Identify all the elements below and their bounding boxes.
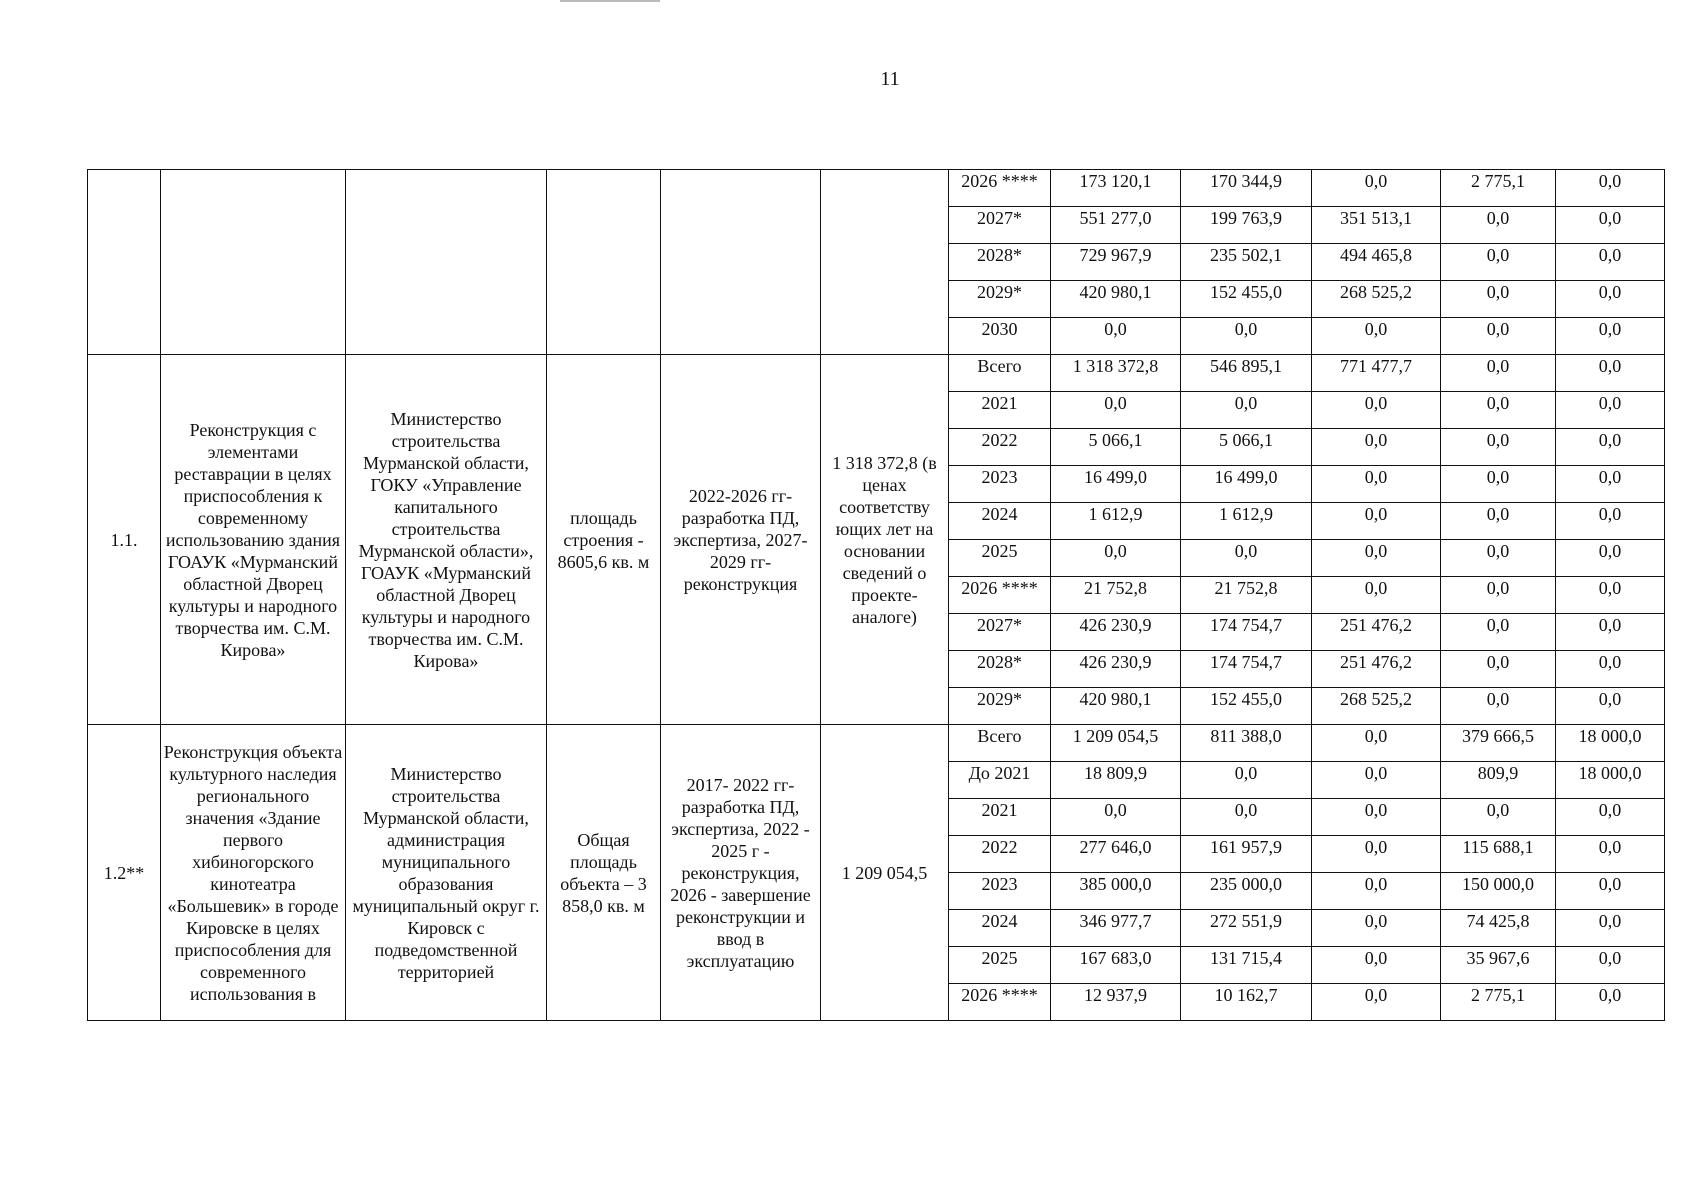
amount-cell: 0,0 <box>1441 429 1556 466</box>
amount-cell: 174 754,7 <box>1181 614 1312 651</box>
amount-cell: 811 388,0 <box>1181 725 1312 762</box>
amount-cell: 0,0 <box>1441 466 1556 503</box>
amount-cell: 268 525,2 <box>1312 281 1441 318</box>
year-cell: 2023 <box>949 466 1051 503</box>
amount-cell: 351 513,1 <box>1312 207 1441 244</box>
amount-cell: 0,0 <box>1051 318 1181 355</box>
amount-cell: 385 000,0 <box>1051 873 1181 910</box>
year-cell: До 2021 <box>949 762 1051 799</box>
amount-cell: 0,0 <box>1312 577 1441 614</box>
amount-cell: 161 957,9 <box>1181 836 1312 873</box>
amount-cell: 1 612,9 <box>1181 503 1312 540</box>
amount-cell: 167 683,0 <box>1051 947 1181 984</box>
amount-cell: 0,0 <box>1556 688 1665 725</box>
amount-cell: 152 455,0 <box>1181 688 1312 725</box>
amount-cell: 0,0 <box>1181 318 1312 355</box>
amount-cell: 809,9 <box>1441 762 1556 799</box>
amount-cell: 0,0 <box>1051 392 1181 429</box>
year-cell: Всего <box>949 725 1051 762</box>
year-cell: 2028* <box>949 244 1051 281</box>
year-cell: 2027* <box>949 614 1051 651</box>
amount-cell: 174 754,7 <box>1181 651 1312 688</box>
year-cell: 2028* <box>949 651 1051 688</box>
amount-cell: 10 162,7 <box>1181 984 1312 1021</box>
amount-cell: 5 066,1 <box>1181 429 1312 466</box>
amount-cell: 272 551,9 <box>1181 910 1312 947</box>
amount-cell: 16 499,0 <box>1051 466 1181 503</box>
amount-cell: 0,0 <box>1441 688 1556 725</box>
responsible-executor: Министерство строительства Мурманской области, администрация муниципального образования муниципальный округ г. Кировск с подведомственной территорией <box>346 725 547 1021</box>
amount-cell: 277 646,0 <box>1051 836 1181 873</box>
amount-cell: 0,0 <box>1556 540 1665 577</box>
amount-cell: 0,0 <box>1312 170 1441 207</box>
amount-cell: 546 895,1 <box>1181 355 1312 392</box>
amount-cell: 0,0 <box>1441 392 1556 429</box>
year-cell: 2021 <box>949 392 1051 429</box>
amount-cell: 170 344,9 <box>1181 170 1312 207</box>
budget-table-body <box>88 170 1665 1021</box>
amount-cell: 1 612,9 <box>1051 503 1181 540</box>
amount-cell: 173 120,1 <box>1051 170 1181 207</box>
amount-cell: 0,0 <box>1312 836 1441 873</box>
amount-cell: 0,0 <box>1556 392 1665 429</box>
amount-cell: 0,0 <box>1556 836 1665 873</box>
amount-cell: 379 666,5 <box>1441 725 1556 762</box>
amount-cell: 18 000,0 <box>1556 725 1665 762</box>
year-cell: 2021 <box>949 799 1051 836</box>
year-cell: 2029* <box>949 688 1051 725</box>
empty-cell <box>821 170 949 355</box>
year-cell: 2026 **** <box>949 170 1051 207</box>
amount-cell: 0,0 <box>1312 318 1441 355</box>
responsible-executor: Министерство строительства Мурманской области, ГОКУ «Управление капитального строительства Мурманской области», ГОАУК «Мурманский областной Дворец культуры и народного творчества им. С.М. Кирова» <box>346 355 547 725</box>
amount-cell: 0,0 <box>1441 577 1556 614</box>
amount-cell: 0,0 <box>1556 910 1665 947</box>
amount-cell: 12 937,9 <box>1051 984 1181 1021</box>
amount-cell: 21 752,8 <box>1181 577 1312 614</box>
scan-mark <box>560 0 660 2</box>
amount-cell: 0,0 <box>1312 762 1441 799</box>
table-row <box>88 170 1665 207</box>
amount-cell: 0,0 <box>1312 540 1441 577</box>
amount-cell: 0,0 <box>1312 466 1441 503</box>
object-capacity: площадь строения - 8605,6 кв. м <box>547 355 661 725</box>
amount-cell: 0,0 <box>1556 651 1665 688</box>
amount-cell: 0,0 <box>1441 651 1556 688</box>
amount-cell: 420 980,1 <box>1051 281 1181 318</box>
amount-cell: 0,0 <box>1441 355 1556 392</box>
amount-cell: 0,0 <box>1556 207 1665 244</box>
amount-cell: 74 425,8 <box>1441 910 1556 947</box>
object-capacity: Общая площадь объекта – 3 858,0 кв. м <box>547 725 661 1021</box>
amount-cell: 0,0 <box>1181 392 1312 429</box>
amount-cell: 0,0 <box>1441 318 1556 355</box>
year-cell: 2030 <box>949 318 1051 355</box>
amount-cell: 346 977,7 <box>1051 910 1181 947</box>
amount-cell: 0,0 <box>1441 244 1556 281</box>
empty-cell <box>346 170 547 355</box>
amount-cell: 0,0 <box>1441 614 1556 651</box>
amount-cell: 1 318 372,8 <box>1051 355 1181 392</box>
amount-cell: 0,0 <box>1556 466 1665 503</box>
amount-cell: 771 477,7 <box>1312 355 1441 392</box>
amount-cell: 2 775,1 <box>1441 984 1556 1021</box>
amount-cell: 0,0 <box>1441 207 1556 244</box>
amount-cell: 16 499,0 <box>1181 466 1312 503</box>
year-cell: 2024 <box>949 503 1051 540</box>
amount-cell: 5 066,1 <box>1051 429 1181 466</box>
amount-cell: 1 209 054,5 <box>1051 725 1181 762</box>
amount-cell: 0,0 <box>1556 577 1665 614</box>
amount-cell: 0,0 <box>1556 318 1665 355</box>
implementation-period: 2017- 2022 гг- разработка ПД, экспертиза, 2022 - 2025 г - реконструкция, 2026 - завершение реконструкции и ввод в эксплуатацию <box>661 725 821 1021</box>
amount-cell: 0,0 <box>1441 540 1556 577</box>
amount-cell: 0,0 <box>1181 540 1312 577</box>
year-cell: Всего <box>949 355 1051 392</box>
empty-cell <box>661 170 821 355</box>
implementation-period: 2022-2026 гг- разработка ПД, экспертиза, 2027-2029 гг- реконструкция <box>661 355 821 725</box>
amount-cell: 0,0 <box>1312 799 1441 836</box>
amount-cell: 21 752,8 <box>1051 577 1181 614</box>
amount-cell: 729 967,9 <box>1051 244 1181 281</box>
amount-cell: 0,0 <box>1181 762 1312 799</box>
amount-cell: 0,0 <box>1556 170 1665 207</box>
amount-cell: 152 455,0 <box>1181 281 1312 318</box>
amount-cell: 0,0 <box>1312 503 1441 540</box>
amount-cell: 131 715,4 <box>1181 947 1312 984</box>
amount-cell: 18 000,0 <box>1556 762 1665 799</box>
amount-cell: 18 809,9 <box>1051 762 1181 799</box>
amount-cell: 0,0 <box>1556 614 1665 651</box>
year-cell: 2022 <box>949 836 1051 873</box>
table-row <box>88 725 1665 762</box>
empty-cell <box>547 170 661 355</box>
amount-cell: 420 980,1 <box>1051 688 1181 725</box>
year-cell: 2026 **** <box>949 577 1051 614</box>
year-cell: 2026 **** <box>949 984 1051 1021</box>
amount-cell: 115 688,1 <box>1441 836 1556 873</box>
amount-cell: 0,0 <box>1556 947 1665 984</box>
year-cell: 2024 <box>949 910 1051 947</box>
amount-cell: 426 230,9 <box>1051 651 1181 688</box>
page-number: 11 <box>880 68 900 90</box>
amount-cell: 0,0 <box>1312 725 1441 762</box>
amount-cell: 268 525,2 <box>1312 688 1441 725</box>
empty-cell <box>161 170 346 355</box>
amount-cell: 0,0 <box>1556 281 1665 318</box>
amount-cell: 0,0 <box>1556 503 1665 540</box>
amount-cell: 0,0 <box>1181 799 1312 836</box>
amount-cell: 0,0 <box>1312 947 1441 984</box>
year-cell: 2022 <box>949 429 1051 466</box>
item-number: 1.2** <box>88 725 161 1021</box>
amount-cell: 0,0 <box>1441 281 1556 318</box>
empty-cell <box>88 170 161 355</box>
year-cell: 2023 <box>949 873 1051 910</box>
amount-cell: 0,0 <box>1051 540 1181 577</box>
amount-cell: 0,0 <box>1312 429 1441 466</box>
amount-cell: 0,0 <box>1312 392 1441 429</box>
amount-cell: 235 000,0 <box>1181 873 1312 910</box>
amount-cell: 35 967,6 <box>1441 947 1556 984</box>
amount-cell: 0,0 <box>1556 873 1665 910</box>
amount-cell: 551 277,0 <box>1051 207 1181 244</box>
amount-cell: 0,0 <box>1441 799 1556 836</box>
year-cell: 2029* <box>949 281 1051 318</box>
amount-cell: 0,0 <box>1556 984 1665 1021</box>
year-cell: 2027* <box>949 207 1051 244</box>
amount-cell: 251 476,2 <box>1312 614 1441 651</box>
estimated-cost: 1 209 054,5 <box>821 725 949 1021</box>
object-name: Реконструкция объекта культурного наследия регионального значения «Здание первого хибиногорского кинотеатра «Большевик» в городе Кировске в целях приспособления для современного использования в <box>161 725 346 1021</box>
table-row <box>88 355 1665 392</box>
amount-cell: 0,0 <box>1556 429 1665 466</box>
year-cell: 2025 <box>949 540 1051 577</box>
amount-cell: 426 230,9 <box>1051 614 1181 651</box>
year-cell: 2025 <box>949 947 1051 984</box>
amount-cell: 199 763,9 <box>1181 207 1312 244</box>
estimated-cost: 1 318 372,8 (в ценах соответству ющих лет на основании сведений о проекте- аналоге) <box>821 355 949 725</box>
amount-cell: 0,0 <box>1441 503 1556 540</box>
amount-cell: 0,0 <box>1556 244 1665 281</box>
amount-cell: 0,0 <box>1556 799 1665 836</box>
amount-cell: 0,0 <box>1051 799 1181 836</box>
amount-cell: 2 775,1 <box>1441 170 1556 207</box>
object-name: Реконструкция с элементами реставрации в целях приспособления к современному использованию здания ГОАУК «Мурманский областной Дворец культуры и народного творчества им. С.М. Кирова» <box>161 355 346 725</box>
item-number: 1.1. <box>88 355 161 725</box>
amount-cell: 235 502,1 <box>1181 244 1312 281</box>
amount-cell: 0,0 <box>1312 873 1441 910</box>
amount-cell: 150 000,0 <box>1441 873 1556 910</box>
amount-cell: 0,0 <box>1312 984 1441 1021</box>
amount-cell: 0,0 <box>1556 355 1665 392</box>
amount-cell: 494 465,8 <box>1312 244 1441 281</box>
amount-cell: 251 476,2 <box>1312 651 1441 688</box>
budget-table <box>87 169 1665 1021</box>
amount-cell: 0,0 <box>1312 910 1441 947</box>
